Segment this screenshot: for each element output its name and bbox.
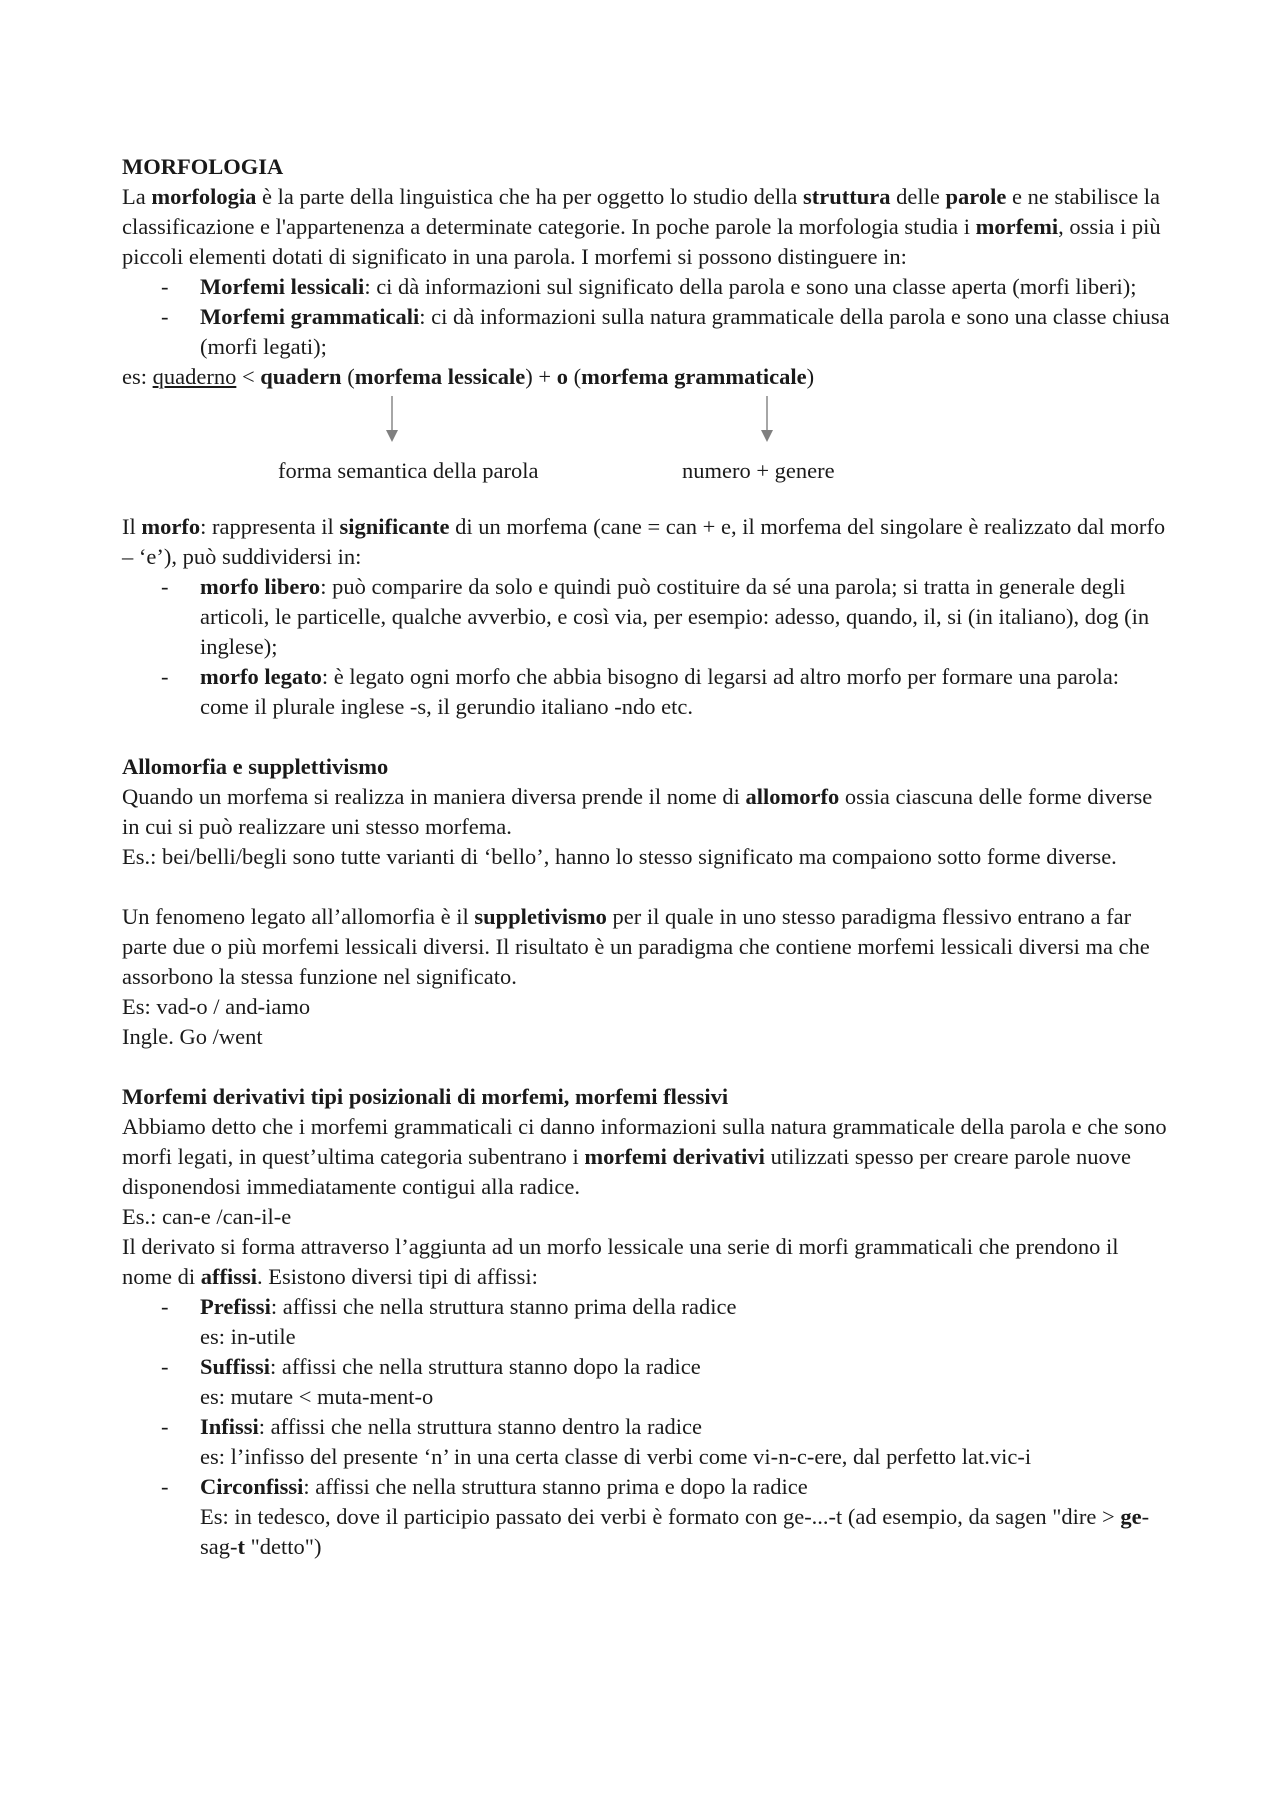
morfo-types-list (122, 572, 1172, 722)
diagram-arrows (122, 392, 1172, 452)
list-item: - Prefissi: affissi che nella struttura stanno prima della radice es: in-utile (161, 1294, 737, 1349)
derivativi-example: Es.: can-e /can-il-e (122, 1204, 292, 1229)
spacer (122, 872, 1172, 902)
spacer (122, 1052, 1172, 1082)
affissi-list (122, 1292, 1172, 1562)
morpheme-example: es: quaderno < quadern (morfema lessicale) + o (morfema grammaticale) (122, 364, 815, 389)
document-content (122, 152, 1172, 1562)
suppletivismo-example-1: Es: vad-o / and-iamo (122, 994, 311, 1019)
suppletivismo-example-2: Ingle. Go /went (122, 1024, 263, 1049)
affissi-paragraph: Il derivato si forma attraverso l’aggiunta ad un morfo lessicale una serie di morfi grammaticali che prendono il nome di affissi. Esistono diversi tipi di affissi: (122, 1234, 1119, 1289)
list-item: - Circonfissi: affissi che nella struttura stanno prima e dopo la radice Es: in tedesco, dove il participio passato dei verbi è formato con ge-...-t (ad esempio, da sagen "dire > ge-sag-t "detto") (161, 1474, 1150, 1559)
arrow-left-icon (386, 396, 398, 442)
arrow-right-icon (761, 396, 773, 442)
derivativi-paragraph: Abbiamo detto che i morfemi grammaticali ci danno informazioni sulla natura grammaticale della parola e che sono morfi legati, in quest’ultima categoria subentrano i morfemi derivativi utilizzati spesso per creare parole nuove disponendosi immediatamente contigui alla radice. (122, 1114, 1167, 1199)
list-item: - morfo legato: è legato ogni morfo che abbia bisogno di legarsi ad altro morfo per formare una parola: come il plurale inglese -s, il gerundio italiano -ndo etc. (161, 664, 1120, 719)
diagram-label-semantic: forma semantica della parola (278, 458, 539, 483)
list-item: - Suffissi: affissi che nella struttura stanno dopo la radice es: mutare < muta-ment-o (161, 1354, 701, 1409)
intro-paragraph: La morfologia è la parte della linguistica che ha per oggetto lo studio della struttura delle parole e ne stabilisce la classificazione e l'appartenenza a determinate categorie. In poche parole la morfologia studia i morfemi, ossia i più piccoli elementi dotati di significato in una parola. I morfemi si possono distinguere in: (122, 184, 1161, 269)
spacer (122, 722, 1172, 752)
diagram-label-number-gender: numero + genere (682, 458, 835, 483)
list-item: - morfo libero: può comparire da solo e quindi può costituire da sé una parola; si tratta in generale degli articoli, le particelle, qualche avverbio, e così via, per esempio: adesso, quando, il, si (in italiano), dog (in inglese); (161, 574, 1150, 659)
allomorfia-paragraph: Quando un morfema si realizza in maniera diversa prende il nome di allomorfo ossia ciascuna delle forme diverse in cui si può realizzare uni stesso morfema. (122, 784, 1153, 839)
section-heading-allomorfia: Allomorfia e supplettivismo (122, 754, 389, 779)
list-item: - Morfemi lessicali: ci dà informazioni sul significato della parola e sono una classe aperta (morfi liberi); (161, 274, 1137, 299)
list-item: - Morfemi grammaticali: ci dà informazioni sulla natura grammaticale della parola e sono una classe chiusa (morfi legati); (161, 304, 1170, 359)
list-item: - Infissi: affissi che nella struttura stanno dentro la radice es: l’infisso del presente ‘n’ in una certa classe di verbi come vi-n-c-ere, dal perfetto lat.vic-i (161, 1414, 1032, 1469)
suppletivismo-paragraph: Un fenomeno legato all’allomorfia è il suppletivismo per il quale in uno stesso paradigma flessivo entrano a far parte due o più morfemi lessicali diversi. Il risultato è un paradigma che contiene morfemi lessicali diversi ma che assorbono la stessa funzione nel significato. (122, 904, 1150, 989)
morpheme-diagram (122, 392, 1172, 512)
morfo-paragraph: Il morfo: rappresenta il significante di un morfema (cane = can + e, il morfema del singolare è realizzato dal morfo – ‘e’), può suddividersi in: (122, 514, 1166, 569)
section-heading-derivativi: Morfemi derivativi tipi posizionali di morfemi, morfemi flessivi (122, 1084, 729, 1109)
allomorfia-example: Es.: bei/belli/begli sono tutte varianti di ‘bello’, hanno lo stesso significato ma compaiono sotto forme diverse. (122, 844, 1117, 869)
page-title: MORFOLOGIA (122, 154, 284, 179)
morpheme-types-list (122, 272, 1172, 362)
